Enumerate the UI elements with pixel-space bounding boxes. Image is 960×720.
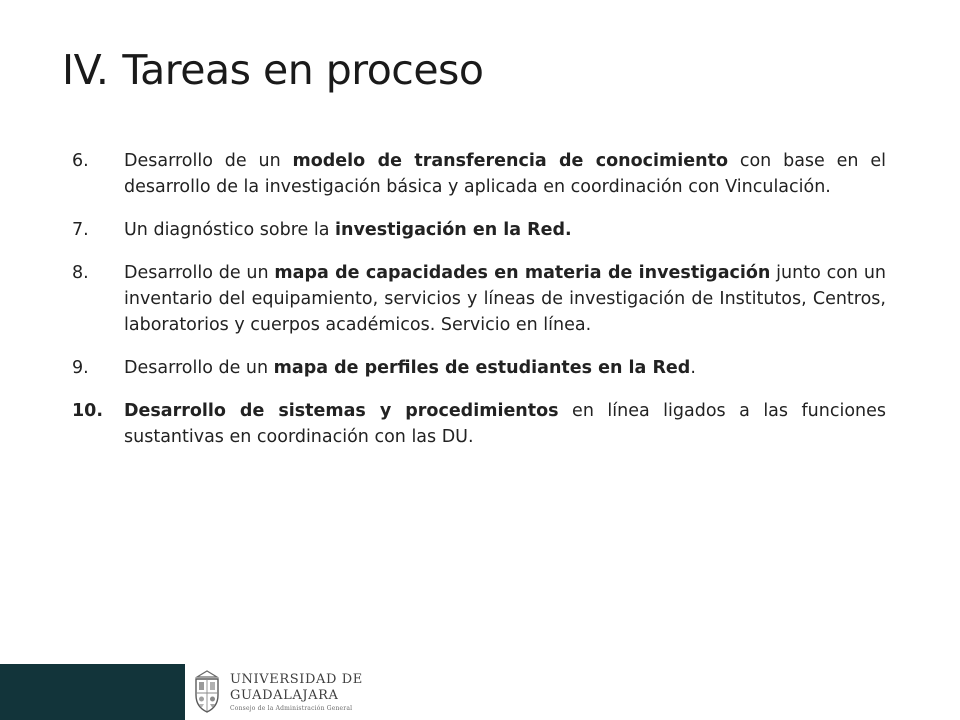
university-logo [193, 664, 363, 720]
list-item-text-end: junto con un inventario del equipamiento, servicios y líneas de investigación de Institutos, Centros, laboratorios y cuerpos académicos. Servicio en línea. [124, 263, 887, 335]
list-item-number: 6. [72, 151, 89, 171]
list-item-number: 8. [72, 263, 89, 283]
list-item-number: 7. [72, 220, 89, 240]
list-item-text-end: con base en el desarrollo de la investigación básica y aplicada en coordinación con Vinculación. [124, 151, 886, 197]
university-seal-icon [193, 669, 221, 715]
list-item-text-start: Un diagnóstico sobre la [124, 220, 336, 240]
list-item-number: 10. [72, 401, 104, 421]
list-item-bold-text: mapa de perfiles de estudiantes en la Red [273, 358, 691, 378]
slide-title-number: IV. [62, 46, 109, 94]
university-name-line-1: UNIVERSIDAD DE [230, 671, 363, 687]
list-item [72, 217, 886, 243]
list-item-text [124, 260, 886, 338]
list-item-bold-text: Desarrollo de sistemas y procedimientos [124, 401, 559, 421]
list-item-bold-text: modelo de transferencia de conocimiento [292, 151, 728, 171]
list-item [72, 355, 886, 381]
list-item-text-end: en línea ligados a las funciones sustantivas en coordinación con las DU. [124, 401, 887, 447]
footer-bar [0, 664, 185, 720]
list-item [72, 260, 886, 338]
list-item-text [124, 398, 886, 450]
list-item-text-start: Desarrollo de un [124, 263, 275, 283]
university-name-line-2: GUADALAJARA [230, 687, 339, 703]
list-item-bold-text: mapa de capacidades en materia de investigación [274, 263, 771, 283]
list-item-text-start: Desarrollo de un [124, 358, 274, 378]
list-item-text-start: Desarrollo de un [124, 151, 293, 171]
list-item-bold-text: investigación en la Red. [335, 220, 572, 240]
list-item [72, 398, 886, 450]
list-item-text [124, 217, 886, 243]
list-item [72, 148, 886, 200]
list-item-text [124, 148, 886, 200]
slide-title-text: Tareas en proceso [122, 46, 484, 94]
university-logo-text [230, 673, 363, 712]
slide-title [62, 40, 484, 100]
list-item-text [124, 355, 886, 381]
task-list [72, 148, 886, 467]
university-subtitle: Consejo de la Administración General [230, 704, 353, 712]
list-item-text-end: . [690, 358, 696, 378]
list-item-number: 9. [72, 358, 89, 378]
